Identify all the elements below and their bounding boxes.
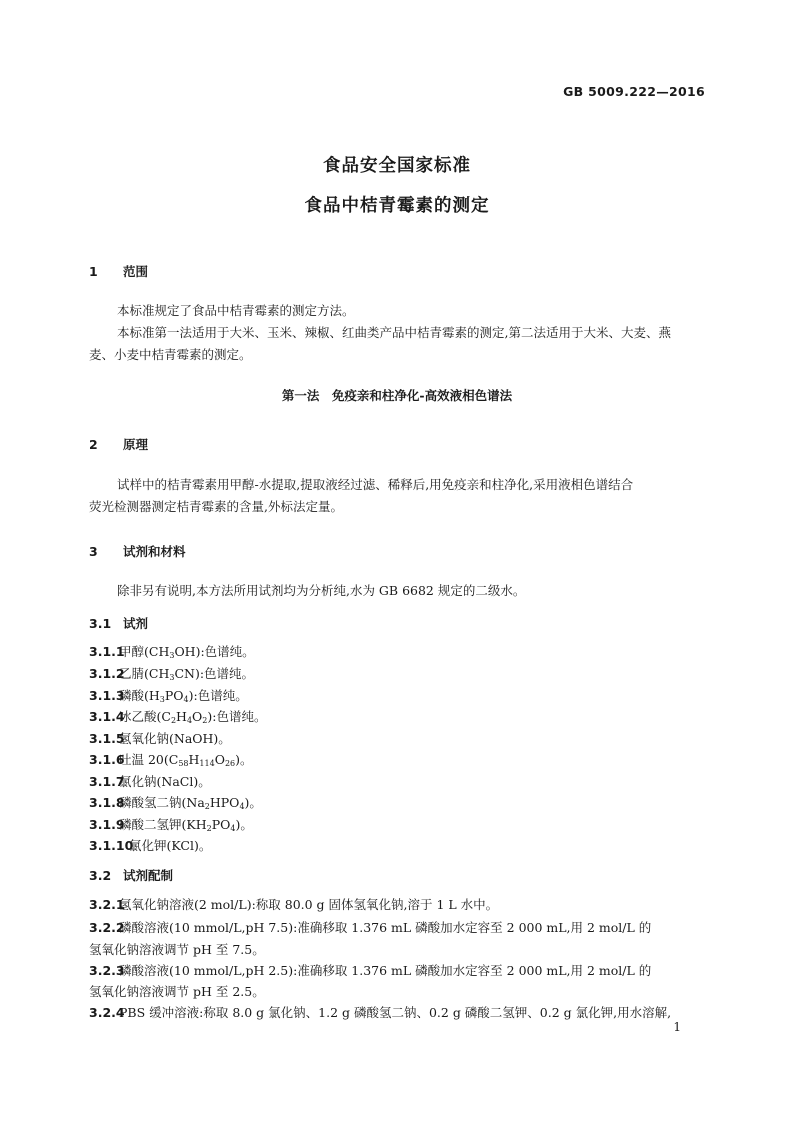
paragraph: 试样中的桔青霉素用甲醇-水提取,提取液经过滤、稀释后,用免疫亲和柱净化,采用液相色谱结合 [117,477,634,492]
paragraph: 除非另有说明,本方法所用试剂均为分析纯,水为 GB 6682 规定的二级水。 [117,583,526,598]
standard-number: GB 5009.222—2016 [563,84,705,99]
subsection-3-2-heading [89,866,173,884]
section-number: 3.2 [89,868,112,883]
paragraph-continuation: 麦、小麦中桔青霉素的测定。 [89,347,252,362]
section-title: 原理 [123,437,149,452]
reagent-item: 3.1.3磷酸$(H_3PO_4)$:色谱纯。 [89,688,248,704]
method-heading: 第一法 免疫亲和柱净化-高效液相色谱法 [281,388,513,403]
reagent-item: 3.1.1甲醇$(CH_3OH)$:色谱纯。 [89,644,255,660]
section-title: 试剂和材料 [123,544,186,559]
document-title: 食品安全国家标准 [323,156,471,176]
paragraph-continuation: 氢氧化钠溶液调节 pH 至 7.5。 [89,942,265,957]
reagent-item: 3.1.10氯化钾(KCl)。 [89,838,212,853]
preparation-item: 3.2.4PBS 缓冲溶液:称取 8.0 g 氯化钠、1.2 g 磷酸氢二钠、0.2 g 磷酸二氢钾、0.2 g 氯化钾,用水溶解, [89,1005,672,1020]
section-title: 试剂配制 [123,868,174,883]
reagent-item: 3.1.9磷酸二氢钾$(KH_2PO_4)$。 [89,817,253,833]
paragraph: 本标准第一法适用于大米、玉米、辣椒、红曲类产品中桔青霉素的测定,第二法适用于大米、大麦、燕 [117,325,671,340]
section-number: 3 [89,544,98,559]
paragraph: 本标准规定了食品中桔青霉素的测定方法。 [117,303,355,318]
document-subtitle: 食品中桔青霉素的测定 [304,196,490,216]
preparation-item: 3.2.1氢氧化钠溶液(2 mol/L):称取 80.0 g 固体氢氧化钠,溶于 1 L 水中。 [89,897,499,912]
reagent-item: 3.1.5氢氧化钠(NaOH)。 [89,731,231,746]
page-number: 1 [673,1020,681,1034]
section-number: 3.1 [89,616,112,631]
reagent-item: 3.1.2乙腈$(CH_3CN)$:色谱纯。 [89,666,255,682]
section-title: 试剂 [123,616,149,631]
reagent-item: 3.1.6吐温 $20(C_{58}H_{114}O_{26})$。 [89,752,253,768]
section-number: 2 [89,437,98,452]
section-2-heading [89,435,148,453]
section-number: 1 [89,264,98,279]
paragraph-continuation: 氢氧化钠溶液调节 pH 至 2.5。 [89,984,265,999]
paragraph-continuation: 荧光检测器测定桔青霉素的含量,外标法定量。 [89,499,343,514]
section-title: 范围 [123,264,149,279]
reagent-item: 3.1.8磷酸氢二钠$(Na_2HPO_4)$。 [89,795,262,811]
preparation-item: 3.2.2磷酸溶液(10 mmol/L,pH 7.5):准确移取 1.376 mL 磷酸加水定容至 2 000 mL,用 2 mol/L 的 [89,920,652,935]
preparation-item: 3.2.3磷酸溶液(10 mmol/L,pH 2.5):准确移取 1.376 mL 磷酸加水定容至 2 000 mL,用 2 mol/L 的 [89,963,652,978]
section-1-heading [89,262,148,280]
reagent-item: 3.1.4冰乙酸$(C_2H_4O_2)$:色谱纯。 [89,709,267,725]
subsection-3-1-heading [89,614,148,632]
reagent-item: 3.1.7氯化钠(NaCl)。 [89,774,211,789]
section-3-heading [89,542,186,560]
